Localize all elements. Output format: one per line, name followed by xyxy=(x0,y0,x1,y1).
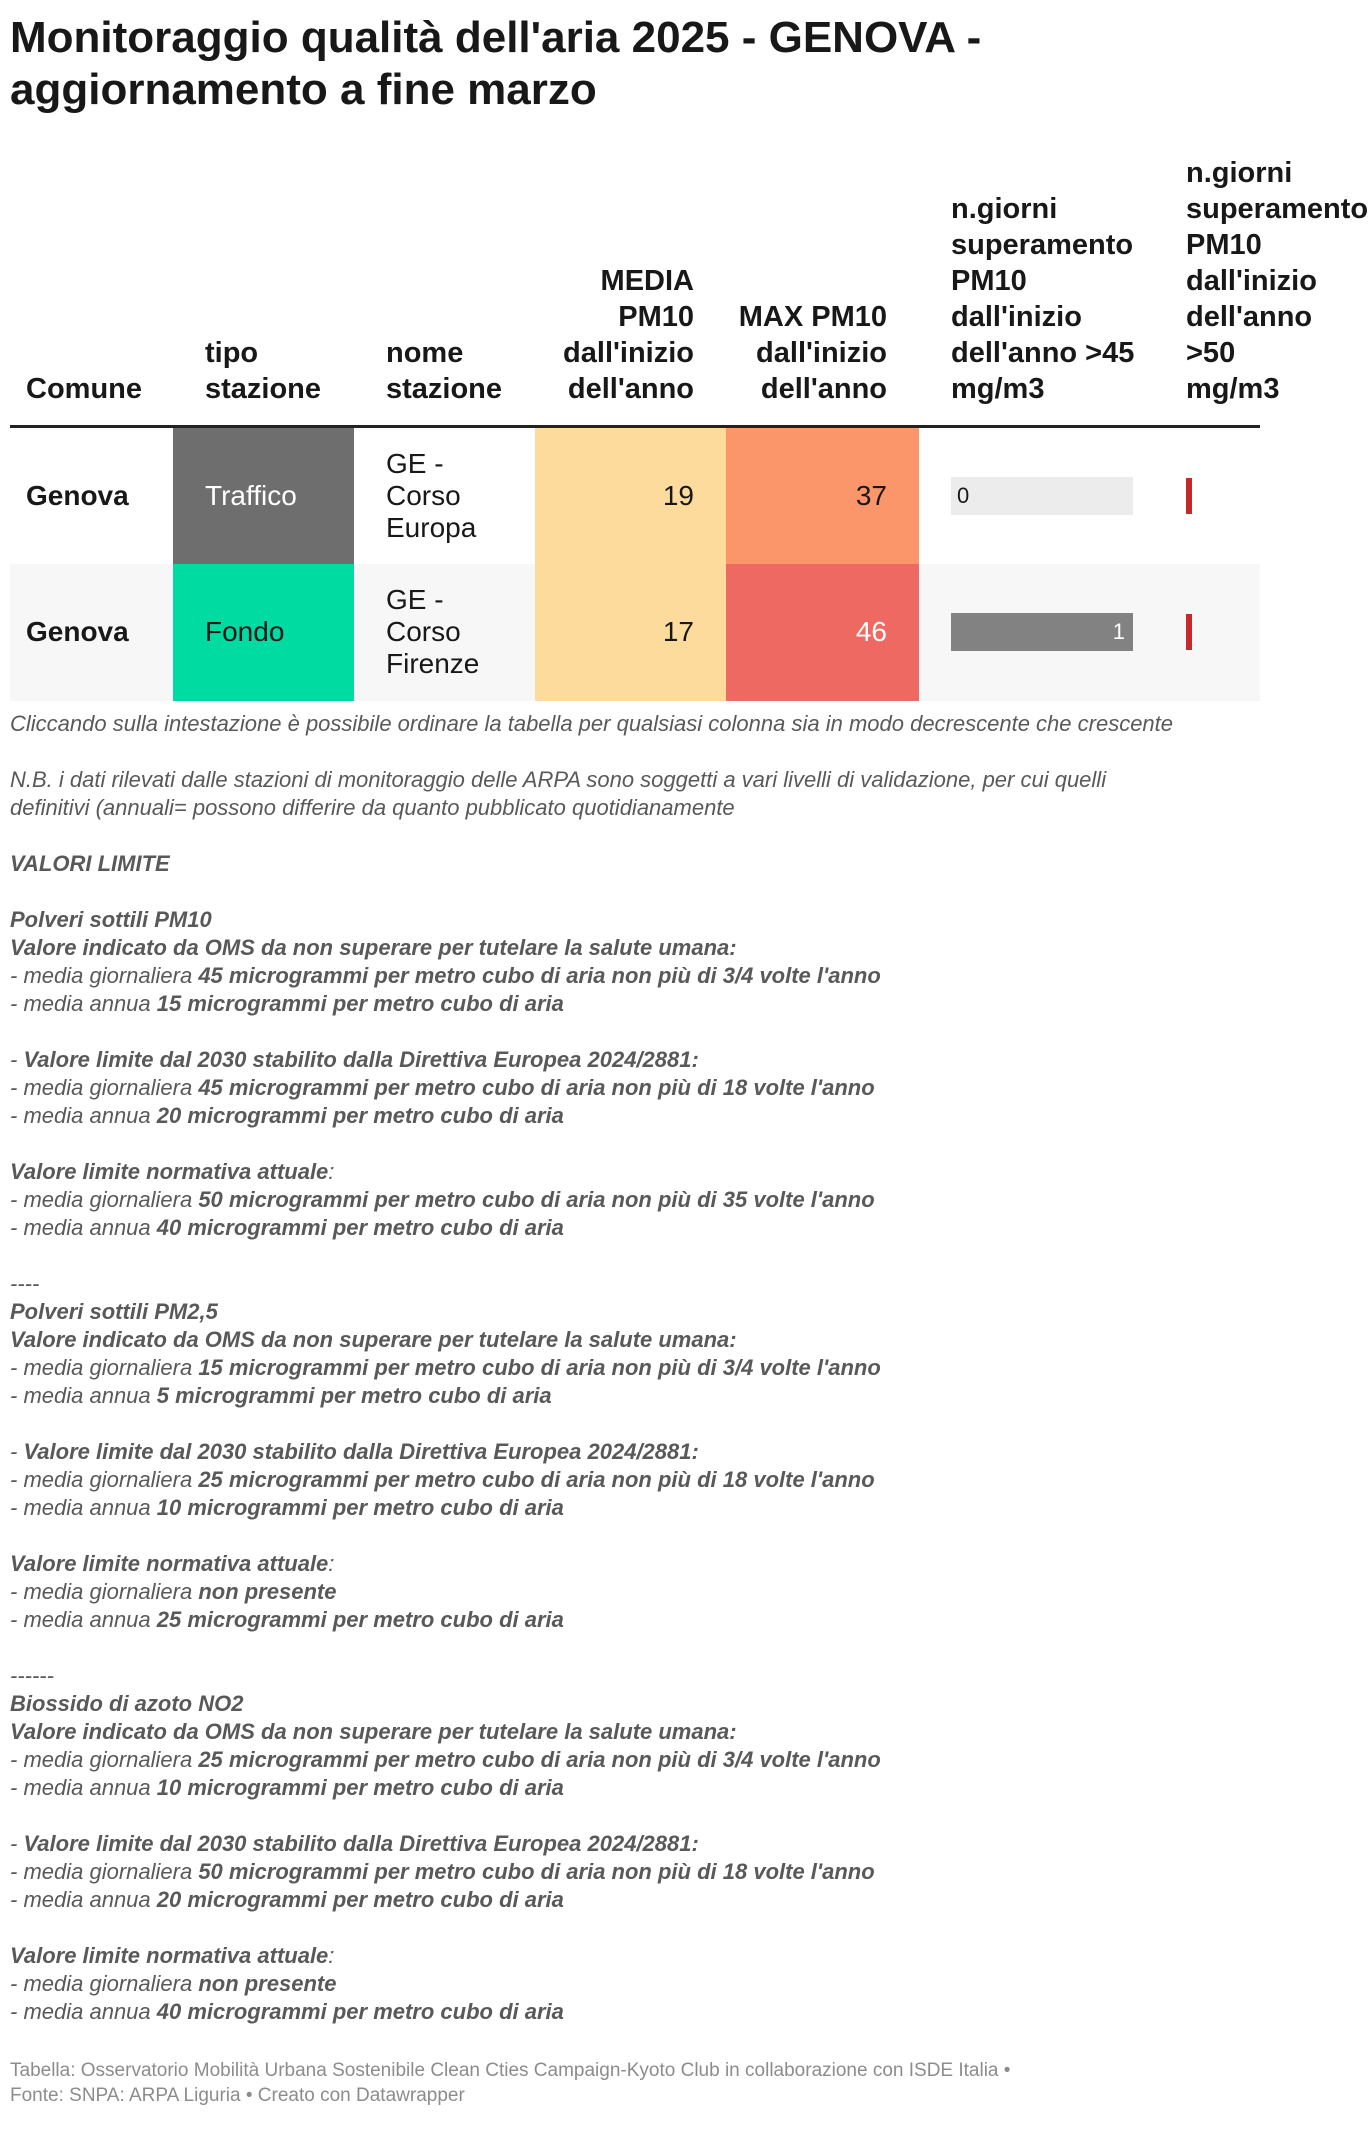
bar-fill xyxy=(951,613,1133,651)
cell-comune: Genova xyxy=(26,479,129,511)
no2-title: Biossido di azoto NO2 xyxy=(10,1691,244,1716)
cell-nome-stazione: GE - Corso Firenze xyxy=(354,564,535,701)
cell-giorni-50 xyxy=(1154,427,1260,564)
table-row xyxy=(10,427,1260,564)
cell-giorni-45 xyxy=(919,427,1154,564)
pm25-title: Polveri sottili PM2,5 xyxy=(10,1299,218,1324)
bar-truncated xyxy=(1186,478,1192,514)
header-max-pm10[interactable]: MAX PM10 dall'inizio dell'anno xyxy=(726,155,919,427)
current-heading: Valore limite normativa attuale xyxy=(10,1159,329,1184)
nb-note: N.B. i dati rilevati dalle stazioni di monitoraggio delle ARPA sono soggetti a vari livelli di validazione, per cui quelli definitivi (annuali= possono differire da quanto pubblicato quotidianamente xyxy=(10,767,1107,820)
header-giorni-50[interactable]: n.giorni superamento PM10 dall'inizio dell'anno >50 mg/m3 xyxy=(1154,155,1260,427)
cell-giorni-45 xyxy=(919,564,1154,701)
notes-section: Cliccando sulla intestazione è possibile ordinare la tabella per qualsiasi colonna sia in modo decrescente che crescente N.B. i dati rilevati dalle stazioni di monitoraggio delle ARPA sono soggetti a vari livelli di validazione, per cui quelli definitivi (annuali= possono differire da quanto pubblicato quotidianamente VALORI LIMITE Polveri sottili PM10 Valore indicato da OMS da non superare per tutelare la salute umana: - media giornaliera 45 microgrammi per metro cubo di aria non più di 3/4 volte l'anno - media annua 15 microgrammi per metro cubo di aria - Valore limite dal 2030 stabilito dalla Direttiva Europea 2024/2881: - media giornaliera 45 microgrammi per metro cubo di aria non più di 18 volte l'anno - media annua 20 microgrammi per metro cubo di aria Valore limite normativa attuale: - media giornaliera 50 microgrammi per metro cubo di aria non più di 35 volte l'anno - media annua 40 microgrammi per metro cubo di aria ---- Polveri sottili PM2,5 Valore indicato da OMS da non superare per tutelare la salute umana: - media giornaliera 15 microgrammi per metro cubo di aria non più di 3/4 volte l'anno - media annua 5 microgrammi per metro cubo di aria - Valore limite dal 2030 stabilito dalla Direttiva Europea 2024/2881: - media giornaliera 25 microgrammi per metro cubo di aria non più di 18 volte l'anno - media annua 10 microgrammi per metro cubo di aria Valore limite normativa attuale: - media giornaliera non presente - media annua 25 microgrammi per metro cubo di aria ------ Biossido di azoto NO2 Valore indicato da OMS da non superare per tutelare la salute umana: - media giornaliera 25 microgrammi per metro cubo di aria non più di 3/4 volte l'anno - media annua 10 microgrammi per metro cubo di aria - Valore limite dal 2030 stabilito dalla Direttiva Europea 2024/2881: - media giornaliera 50 microgrammi per metro cubo di aria non più di 18 volte l'anno - media annua 20 microgrammi per metro cubo di aria Valore limite normativa attuale: - media giornaliera non presente - media annua 40 microgrammi per metro cubo di aria xyxy=(10,710,1190,2026)
footer-credit: Tabella: Osservatorio Mobilità Urbana Sostenibile Clean Cties Campaign-Kyoto Club in collaborazione con ISDE Italia • xyxy=(10,2060,1011,2081)
bar-track xyxy=(951,477,1133,515)
cell-max-pm10: 46 xyxy=(726,564,919,701)
cell-max-pm10: 37 xyxy=(726,427,919,564)
cell-comune: Genova xyxy=(10,564,173,701)
cell-nome-stazione: GE - Corso Europa xyxy=(386,447,477,543)
dir-heading: Valore limite dal 2030 stabilito dalla Direttiva Europea 2024/2881: xyxy=(23,1047,699,1072)
bar-track xyxy=(951,613,1133,651)
page-title: Monitoraggio qualità dell'aria 2025 - GENOVA - aggiornamento a fine marzo xyxy=(10,13,982,114)
separator: ---- xyxy=(10,1271,40,1296)
cell-tipo-stazione: Fondo xyxy=(173,564,354,701)
header-nome-stazione[interactable]: nome stazione xyxy=(354,155,535,427)
footer xyxy=(10,2058,1190,2108)
oms-heading: Valore indicato da OMS da non superare per tutelare la salute umana: xyxy=(10,935,737,960)
table-header-row xyxy=(10,155,1260,427)
bar-truncated xyxy=(1186,614,1192,650)
table-row xyxy=(10,564,1260,701)
cell-giorni-50 xyxy=(1154,564,1260,701)
header-tipo-stazione[interactable]: tipo stazione xyxy=(173,155,354,427)
data-table xyxy=(10,155,1368,679)
cell-tipo-stazione: Traffico xyxy=(173,427,354,564)
header-giorni-45[interactable]: n.giorni superamento PM10 dall'inizio dell'anno >45 mg/m3 xyxy=(919,155,1154,427)
header-comune[interactable]: Comune xyxy=(10,155,173,427)
bar-label: 1 xyxy=(1112,619,1125,644)
cell-media-pm10: 19 xyxy=(535,427,726,564)
header-media-pm10[interactable]: MEDIA PM10 dall'inizio dell'anno xyxy=(535,155,726,427)
bar-label: 0 xyxy=(957,482,970,508)
pm10-title: Polveri sottili PM10 xyxy=(10,907,212,932)
separator: ------ xyxy=(10,1663,54,1688)
cell-media-pm10: 17 xyxy=(535,564,726,701)
footer-source: Fonte: SNPA: ARPA Liguria • Creato con Datawrapper xyxy=(10,2085,465,2106)
limits-heading: VALORI LIMITE xyxy=(10,851,170,876)
sort-hint: Cliccando sulla intestazione è possibile ordinare la tabella per qualsiasi colonna sia in modo decrescente che crescente xyxy=(10,711,1174,736)
